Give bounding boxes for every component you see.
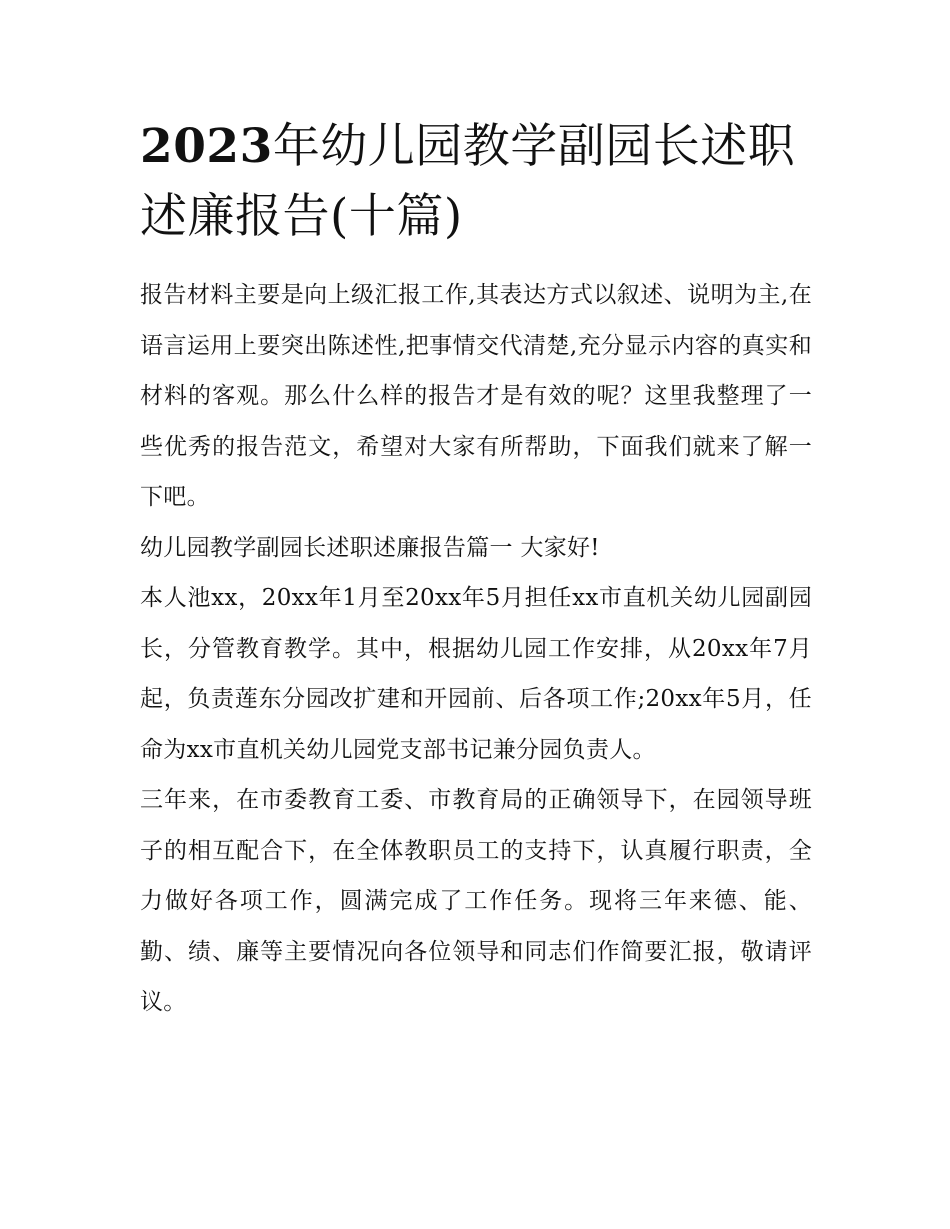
summary-paragraph: 三年来，在市委教育工委、市教育局的正确领导下，在园领导班子的相互配合下，在全体教职员工的支持下，认真履行职责，全力做好各项工作，圆满完成了工作任务。现将三年来德、能、勤、绩、廉等主要情况向各位领导和同志们作简要汇报，敬请评议。 (140, 787, 812, 1015)
intro-paragraph: 报告材料主要是向上级汇报工作,其表达方式以叙述、说明为主,在语言运用上要突出陈述性,把事情交代清楚,充分显示内容的真实和材料的客观。那么什么样的报告才是有效的呢？这里我整理了一些优秀的报告范文，希望对大家有所帮助，下面我们就来了解一下吧。 (140, 282, 812, 510)
document-title (140, 112, 812, 252)
title-text: 年幼儿园教学副园长述职述廉报告(十篇) (140, 119, 796, 244)
document-body (140, 112, 812, 1028)
title-year: 2023 (140, 119, 273, 174)
section-heading-paragraph: 幼儿园教学副园长述职述廉报告篇一 大家好! (140, 534, 600, 561)
background-paragraph: 本人池xx，20xx年1月至20xx年5月担任xx市直机关幼儿园副园长，分管教育教学。其中，根据幼儿园工作安排，从20xx年7月起，负责莲东分园改扩建和开园前、后各项工作;20xx年5月，任命为xx市直机关幼儿园党支部书记兼分园负责人。 (140, 585, 812, 763)
